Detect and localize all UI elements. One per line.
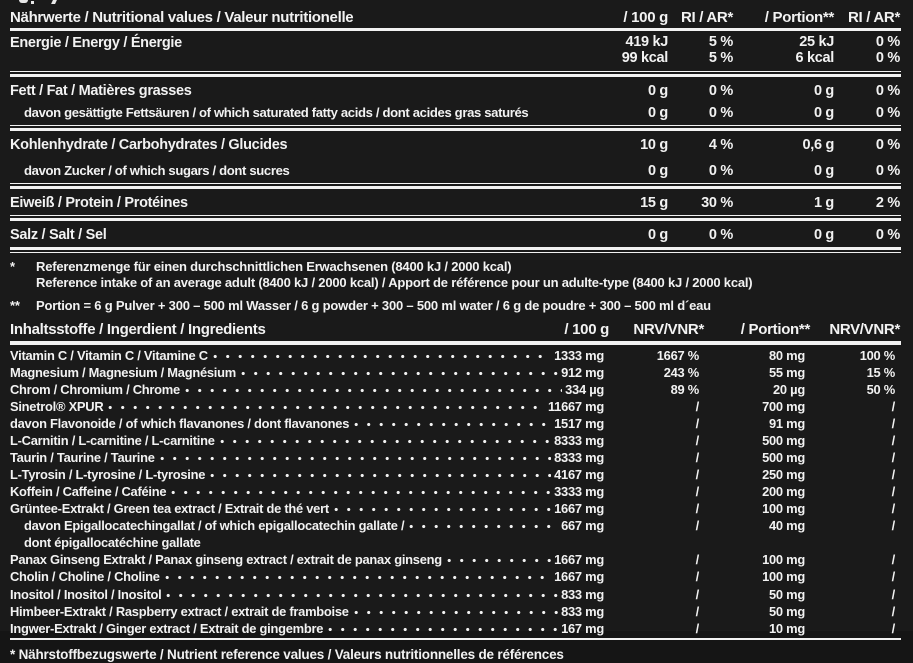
dot-leader xyxy=(160,449,552,462)
ingredient-row-egcg-line2: dont épigallocatéchine gallate xyxy=(24,534,201,550)
table-row-salt xyxy=(0,222,913,246)
value-nrv-1: / xyxy=(695,484,699,500)
energy-kj-ri: 5 % xyxy=(708,33,733,50)
row-label: Taurin / Taurine / Taurine xyxy=(10,450,155,466)
value-per-100g: 0 g xyxy=(647,82,668,99)
value-nrv-2: / xyxy=(891,586,895,602)
dot-leader xyxy=(165,568,552,581)
row-label: Fett / Fat / Matières grasses xyxy=(10,82,192,99)
value-portion: 0 g xyxy=(813,162,834,179)
value-per-100g: 1667 mg xyxy=(554,501,604,517)
column-header-per-100g: / 100 g xyxy=(623,9,668,26)
row-label: Grüntee-Extrakt / Green tea extract / Extrait de thé vert xyxy=(10,501,329,517)
row-label: Salz / Salt / Sel xyxy=(10,226,107,243)
row-label: Eiweiß / Protein / Protéines xyxy=(10,194,188,211)
value-per-100g: 1667 mg xyxy=(554,552,604,568)
value-per-100g: 8333 mg xyxy=(554,450,604,466)
energy-kcal-100g: 99 kcal xyxy=(621,50,668,66)
value-portion: 20 µg xyxy=(773,381,805,397)
ingredient-row-ginger xyxy=(0,620,913,637)
row-label: L-Carnitin / L-carnitine / L-carnitine xyxy=(10,432,215,448)
value-nrv-2: / xyxy=(891,484,895,500)
value-nrv-2: / xyxy=(891,569,895,585)
value-per-100g: 1333 mg xyxy=(554,347,604,363)
value-per-100g: 11667 mg xyxy=(547,398,604,414)
table-row-carbohydrates xyxy=(0,132,913,160)
value-portion: 55 mg xyxy=(768,364,805,380)
dot-leader xyxy=(213,347,551,360)
value-per-100g: 3333 mg xyxy=(554,484,604,500)
row-label: Koffein / Caffeine / Caféine xyxy=(10,484,167,500)
value-per-100g: 833 mg xyxy=(561,603,604,619)
value-per-100g: 167 mg xyxy=(561,620,604,636)
value-per-100g: 0 g xyxy=(647,104,668,121)
dot-leader xyxy=(171,483,551,496)
value-ri-1: 0 % xyxy=(708,104,733,121)
ingredient-row-green-tea xyxy=(0,500,913,517)
ingredient-row-panax-ginseng xyxy=(0,551,913,568)
value-portion: 40 mg xyxy=(768,518,805,534)
value-portion: 500 mg xyxy=(762,432,805,448)
row-label: Ingwer-Extrakt / Ginger extract / Extrait de gingembre xyxy=(10,620,324,636)
table-row-saturated-fat xyxy=(0,102,913,124)
divider xyxy=(10,638,901,640)
ingredients-table-title: Inhaltsstoffe / Ingerdient / Ingredients xyxy=(10,321,266,338)
row-label: Panax Ginseng Extrakt / Panax ginseng extract / extrait de panax ginseng xyxy=(10,552,442,568)
table-row-sugars xyxy=(0,160,913,182)
value-portion: 50 mg xyxy=(768,586,805,602)
value-ri-1: 0 % xyxy=(708,82,733,99)
value-portion: 0 g xyxy=(813,82,834,99)
value-nrv-2: / xyxy=(891,552,895,568)
dot-leader xyxy=(447,551,551,564)
value-portion: 1 g xyxy=(813,194,834,211)
table-row-protein xyxy=(0,190,913,214)
asterisk-marker: * xyxy=(10,258,15,274)
dot-leader xyxy=(220,432,551,445)
value-nrv-1: / xyxy=(695,552,699,568)
column-header-portion: / Portion** xyxy=(740,321,810,338)
value-nrv-1: / xyxy=(695,415,699,431)
value-portion: 80 mg xyxy=(768,347,805,363)
value-nrv-2: / xyxy=(891,501,895,517)
value-nrv-2: / xyxy=(891,398,895,414)
nutrition-table-header xyxy=(0,6,913,28)
value-nrv-1: / xyxy=(695,398,699,414)
energy-kcal-ri-portion: 0 % xyxy=(875,50,900,66)
value-portion: 91 mg xyxy=(768,415,805,431)
value-per-100g: 1517 mg xyxy=(554,415,604,431)
divider xyxy=(10,71,901,77)
row-label: Kohlenhydrate / Carbohydrates / Glucides xyxy=(10,136,288,153)
footnote-text: Referenzmenge für einen durchschnittlichen Erwachsenen (8400 kJ / 2000 kcal) xyxy=(36,258,512,274)
value-per-100g: 0 g xyxy=(647,162,668,179)
row-label: Inositol / Inositol / Inositol xyxy=(10,586,162,602)
row-label: Energie / Energy / Énergie xyxy=(10,34,182,51)
footnote-text: Portion = 6 g Pulver + 300 – 500 ml Wasser / 6 g powder + 300 – 500 ml water / 6 g de poudre + 300 – 500 ml d´eau xyxy=(36,297,711,313)
value-portion: 500 mg xyxy=(762,450,805,466)
value-ri-2: 0 % xyxy=(875,82,900,99)
value-per-100g: 833 mg xyxy=(561,586,604,602)
nutrient-reference-footnote: * Nährstoffbezugswerte / Nutrient reference values / Valeurs nutritionnelles de références xyxy=(10,646,564,662)
value-portion: 10 mg xyxy=(768,620,805,636)
value-nrv-1: / xyxy=(695,432,699,448)
value-per-100g: 912 mg xyxy=(561,364,604,380)
row-label: Sinetrol® XPUR xyxy=(10,398,104,414)
ingredient-row-vitamin-c xyxy=(0,347,913,364)
row-label: Magnesium / Magnesium / Magnésium xyxy=(10,364,236,380)
value-nrv-2: / xyxy=(891,432,895,448)
column-header-ri-2: RI / AR* xyxy=(847,9,900,26)
dot-leader xyxy=(328,620,558,633)
ingredient-row-l-tyrosine xyxy=(0,466,913,483)
energy-kj-ri-portion: 0 % xyxy=(875,33,900,50)
value-portion xyxy=(733,34,834,67)
value-nrv-1: / xyxy=(695,518,699,534)
value-ri-2 xyxy=(834,34,900,67)
ingredient-row-choline xyxy=(0,568,913,585)
row-label: davon Epigallocatechingallat / of which epigallocatechin gallate / xyxy=(24,518,405,534)
footnote-reference-intake-line2 xyxy=(10,275,903,292)
value-ri-1: 0 % xyxy=(708,162,733,179)
ingredient-row-chromium xyxy=(0,381,913,398)
value-ri-1: 0 % xyxy=(708,226,733,243)
ingredient-row-magnesium xyxy=(0,364,913,381)
value-nrv-2: / xyxy=(891,467,895,483)
value-nrv-2: / xyxy=(891,415,895,431)
value-nrv-1: / xyxy=(695,467,699,483)
column-header-ri-1: RI / AR* xyxy=(680,9,733,26)
footnote-portion xyxy=(10,298,903,315)
ingredient-row-flavanones xyxy=(0,415,913,432)
value-portion: 100 mg xyxy=(762,569,805,585)
divider xyxy=(10,215,901,221)
ingredient-row-taurine xyxy=(0,449,913,466)
table-row-fat xyxy=(0,78,913,102)
value-nrv-2: 15 % xyxy=(866,364,895,380)
value-nrv-1: / xyxy=(695,620,699,636)
value-nrv-2: 100 % xyxy=(859,347,895,363)
divider xyxy=(10,247,901,253)
value-ri-2: 0 % xyxy=(875,104,900,121)
row-label: Chrom / Chromium / Chrome xyxy=(10,381,180,397)
row-label: davon Flavonoide / of which flavanones / dont flavanones xyxy=(10,415,350,431)
energy-kj-portion: 25 kJ xyxy=(799,33,834,50)
nutrition-table-title: Nährwerte / Nutritional values / Valeur nutritionelle xyxy=(10,9,354,26)
dot-leader xyxy=(354,415,551,428)
clipped-label-remnant xyxy=(0,0,913,6)
value-nrv-2: / xyxy=(891,518,895,534)
value-nrv-1: / xyxy=(695,501,699,517)
value-ri-2: 0 % xyxy=(875,136,900,153)
row-label: Cholin / Choline / Choline xyxy=(10,569,160,585)
value-nrv-1: / xyxy=(695,603,699,619)
value-portion: 100 mg xyxy=(762,552,805,568)
value-portion: 250 mg xyxy=(762,467,805,483)
ingredient-row-caffeine xyxy=(0,483,913,500)
double-asterisk-marker: ** xyxy=(10,297,20,313)
dot-leader xyxy=(334,500,551,513)
dot-leader xyxy=(354,603,558,616)
energy-kcal-ri: 5 % xyxy=(708,50,733,66)
value-nrv-1: / xyxy=(695,450,699,466)
footnotes xyxy=(0,254,913,319)
column-header-nrv-1: NRV/VNR* xyxy=(633,321,704,338)
value-ri-1: 4 % xyxy=(708,136,733,153)
value-ri-2: 0 % xyxy=(875,226,900,243)
row-label: Vitamin C / Vitamin C / Vitamine C xyxy=(10,347,208,363)
value-nrv-1: 1667 % xyxy=(656,347,699,363)
value-portion: 200 mg xyxy=(762,484,805,500)
value-nrv-2: / xyxy=(891,450,895,466)
dot-leader xyxy=(409,517,558,530)
value-per-100g: 4167 mg xyxy=(554,467,604,483)
value-portion: 0,6 g xyxy=(802,136,834,153)
column-header-per-100g: / 100 g xyxy=(564,321,609,338)
dot-leader xyxy=(108,398,545,411)
ingredient-row-sinetrol xyxy=(0,398,913,415)
value-per-100g: 667 mg xyxy=(561,518,604,534)
value-nrv-2: / xyxy=(891,620,895,636)
value-portion: 100 mg xyxy=(762,501,805,517)
dot-leader xyxy=(241,364,558,377)
ingredient-row-inositol xyxy=(0,586,913,603)
row-label: Himbeer-Extrakt / Raspberry extract / extrait de framboise xyxy=(10,603,349,619)
value-portion: 0 g xyxy=(813,226,834,243)
value-nrv-1: 243 % xyxy=(663,364,699,380)
ingredient-row-egcg xyxy=(0,517,913,534)
value-per-100g xyxy=(622,34,668,67)
value-portion: 700 mg xyxy=(762,398,805,414)
spacer xyxy=(10,275,36,292)
value-ri-2: 2 % xyxy=(875,194,900,211)
footnote-text: Reference intake of an average adult (8400 kJ / 2000 kcal) / Apport de référence pour un adulte-type (8400 kJ / 2000 kcal) xyxy=(36,275,753,290)
value-per-100g: 8333 mg xyxy=(554,432,604,448)
value-per-100g: 15 g xyxy=(640,194,668,211)
dot-leader xyxy=(210,466,551,479)
value-nrv-1: 89 % xyxy=(670,381,699,397)
dot-leader xyxy=(166,586,558,599)
row-label: davon gesättigte Fettsäuren / of which saturated fatty acids / dont acides gras saturés xyxy=(24,104,529,120)
value-per-100g: 334 µg xyxy=(565,381,604,397)
divider xyxy=(10,183,901,189)
divider xyxy=(10,341,901,345)
ingredient-row-raspberry xyxy=(0,603,913,620)
value-nrv-2: / xyxy=(891,603,895,619)
row-label: davon Zucker / of which sugars / dont sucres xyxy=(24,162,290,178)
value-portion: 0 g xyxy=(813,104,834,121)
column-header-nrv-2: NRV/VNR* xyxy=(829,321,900,338)
value-per-100g: 0 g xyxy=(647,226,668,243)
value-nrv-2: 50 % xyxy=(866,381,895,397)
dot-leader xyxy=(185,381,562,394)
value-per-100g: 1667 mg xyxy=(554,569,604,585)
row-label: L-Tyrosin / L-tyrosine / L-tyrosine xyxy=(10,467,206,483)
ingredient-row-l-carnitine xyxy=(0,432,913,449)
value-nrv-1: / xyxy=(695,586,699,602)
value-portion: 50 mg xyxy=(768,603,805,619)
value-ri-1 xyxy=(668,34,733,67)
footnote-reference-intake xyxy=(10,259,903,276)
value-ri-2: 0 % xyxy=(875,162,900,179)
column-header-portion: / Portion** xyxy=(764,9,834,26)
value-nrv-1: / xyxy=(695,569,699,585)
divider xyxy=(10,125,901,131)
ingredients-table-header xyxy=(0,318,913,341)
table-row-energy xyxy=(0,31,913,70)
value-ri-1: 30 % xyxy=(701,194,733,211)
value-per-100g: 10 g xyxy=(640,136,668,153)
energy-kj-100g: 419 kJ xyxy=(625,33,668,50)
energy-kcal-portion: 6 kcal xyxy=(795,50,834,66)
